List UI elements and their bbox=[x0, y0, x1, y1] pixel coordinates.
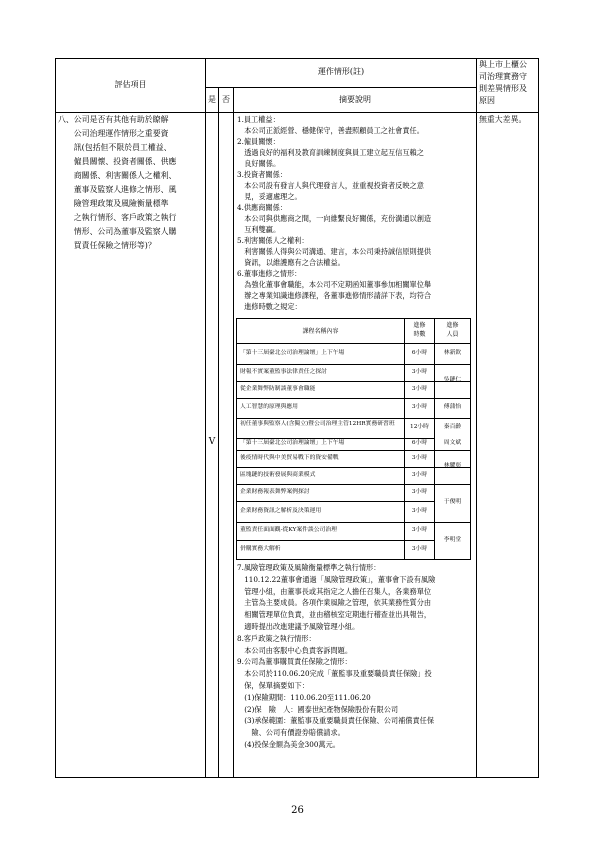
summary-line: 7.風險管理政策及風險衡量標準之執行情形： bbox=[237, 563, 381, 572]
training-hours: 3小時 bbox=[411, 404, 428, 410]
summary-line: 本公司設有發言人與代理發言人，並重視投資者反映之意 bbox=[237, 181, 424, 190]
summary-line: 透過良好的福利及教育訓練制度與員工建立起互信互賴之 bbox=[237, 148, 424, 157]
summary-line: 4.供應商關係： bbox=[237, 203, 287, 212]
training-person: 秦百齡 bbox=[443, 424, 462, 430]
training-course: 區塊鏈的技術發展與商業模式 bbox=[240, 471, 316, 478]
item-line: 公司治理運作情形之重要資 bbox=[58, 129, 169, 138]
training-row-divider bbox=[236, 398, 471, 399]
training-hours: 3小時 bbox=[411, 488, 428, 495]
training-hours: 3小時 bbox=[411, 471, 428, 478]
summary-line: 3.投資者關係： bbox=[237, 170, 287, 179]
training-row-divider bbox=[236, 522, 471, 523]
training-table-border bbox=[236, 318, 471, 319]
training-hours: 3小時 bbox=[411, 385, 428, 392]
training-row-divider bbox=[236, 364, 471, 365]
summary-line: 資訊，以維護應有之合法權益。 bbox=[237, 258, 345, 267]
training-person: 林耀彰 bbox=[443, 463, 462, 469]
summary-line: 110.12.22董事會通過「風險管理政策」，董事會下設有風險 bbox=[237, 574, 436, 584]
summary-line: (4)投保金額為美金300萬元。 bbox=[237, 740, 340, 749]
yes-column-header: 是 bbox=[208, 95, 216, 104]
summary-line: 適時提出改進建議予風險管理小組。 bbox=[237, 622, 360, 631]
summary-line: (1)保險期間：110.06.20至111.06.20 bbox=[237, 692, 371, 702]
summary-line: (3)承保範圍：董監事及重要職員責任保險、公司補償責任保 bbox=[237, 716, 435, 726]
summary-line: 利害關係人得與公司溝通、建言，本公司秉持誠信原則提供 bbox=[237, 247, 432, 256]
summary-line: 9.公司為董事購買責任保險之情形： bbox=[237, 657, 352, 667]
operation-subheader-divider bbox=[205, 87, 476, 88]
training-person: 于俊明 bbox=[443, 499, 462, 505]
training-hours: 6小時 bbox=[411, 440, 428, 446]
training-header-hours: 進修時數 bbox=[413, 322, 426, 338]
summary-column-header: 摘要說明 bbox=[339, 95, 371, 104]
training-header-people: 進修人員 bbox=[446, 322, 459, 338]
difference-header-line: 則差異情形及 bbox=[479, 84, 527, 93]
training-hours: 6小時 bbox=[411, 349, 428, 356]
column-divider-item bbox=[205, 58, 206, 778]
item-line: 訊(包括但不限於員工權益、 bbox=[58, 143, 172, 152]
column-divider-yes bbox=[218, 87, 219, 778]
operation-column-header: 運作情形(註) bbox=[317, 67, 365, 76]
summary-line: 5.利害關係人之權利： bbox=[237, 236, 309, 245]
training-row-divider bbox=[236, 418, 471, 419]
page-number: 26 bbox=[291, 805, 304, 816]
item-line: 商關係、利害關係人之權利、 bbox=[58, 171, 177, 180]
training-row-divider bbox=[236, 501, 435, 502]
summary-line: 相關管理單位負責，並由稽核室定期進行稽查並出具報告， bbox=[237, 610, 432, 620]
difference-header-line: 與上市上櫃公 bbox=[479, 60, 527, 69]
training-course: 企業財務報表舞弊案例探討 bbox=[240, 488, 310, 495]
summary-line: 本公司於110.06.20完成「董監事及重要職員責任保險」投 bbox=[237, 669, 432, 679]
summary-line: 6.董事進修之情形： bbox=[237, 269, 302, 278]
training-row-divider bbox=[236, 438, 435, 439]
summary-line: 1.員工權益： bbox=[237, 115, 280, 124]
summary-line: 保，保單摘要如下： bbox=[237, 681, 309, 690]
no-column-header: 否 bbox=[222, 95, 230, 104]
training-table-border bbox=[236, 318, 237, 560]
summary-line: 管理小組，由董事長或其指定之人擔任召集人，各業務單位 bbox=[237, 586, 432, 596]
training-row-divider bbox=[236, 540, 435, 541]
summary-line: (2)保 險 人：國泰世紀產物保險股份有限公司 bbox=[237, 704, 399, 714]
training-hours: 3小時 bbox=[411, 368, 428, 375]
column-divider-no bbox=[233, 87, 234, 778]
item-line: 情形、公司為董事及監察人購 bbox=[58, 227, 177, 236]
header-row-divider bbox=[55, 112, 539, 113]
summary-line: 2.僱員關懷： bbox=[237, 137, 280, 146]
table-border-left bbox=[55, 58, 56, 778]
training-course: 從企業舞弊防制談董事會職能 bbox=[240, 385, 316, 392]
training-person: 傅蒲怡 bbox=[443, 404, 462, 410]
training-hours: 3小時 bbox=[411, 507, 428, 514]
difference-header-line: 原因 bbox=[479, 96, 495, 105]
training-person: 吳鏈仁 bbox=[443, 377, 462, 383]
summary-line: 本公司正派經營、穩健保守，善盡照顧員工之社會責任。 bbox=[237, 126, 424, 135]
training-table-border bbox=[470, 318, 471, 560]
summary-line: 為強化董事會職能，本公司不定期函知董事參加相關單位舉 bbox=[237, 280, 432, 289]
training-course: 董監責任面面觀-從KY案件談公司治理 bbox=[240, 527, 337, 533]
training-table-border bbox=[236, 559, 471, 560]
summary-line: 本公司與供應商之間，一向維繫良好關係，充份溝通以創造 bbox=[237, 214, 432, 223]
training-course: 企業財務資訊之解析及決策運用 bbox=[240, 507, 322, 514]
column-divider-difference bbox=[476, 58, 477, 778]
training-person: 李明堂 bbox=[443, 536, 462, 543]
summary-line: 8.客戶政策之執行情形： bbox=[237, 633, 316, 643]
summary-line: 險、公司有價證券賠償請求。 bbox=[237, 728, 345, 738]
training-course: 初任董事與監察人(含獨立)暨公司治理主管12HR實務研習班 bbox=[240, 421, 395, 427]
item-line: 八、公司是否有其他有助於瞭解 bbox=[58, 115, 169, 124]
training-person: 周文斌 bbox=[443, 440, 462, 446]
item-line: 買責任保險之情形等)？ bbox=[58, 241, 156, 250]
training-header-course: 課程名稱內容 bbox=[302, 328, 339, 335]
summary-line: 見，妥適處理之。 bbox=[237, 192, 302, 201]
training-course: 「第十三屆臺北公司治理論壇」上下午場 bbox=[240, 349, 345, 356]
training-course: 人工智慧的原理與應用 bbox=[240, 404, 298, 410]
summary-line: 良好關係。 bbox=[237, 159, 281, 168]
training-person: 林新欽 bbox=[443, 349, 462, 356]
training-hours: 3小時 bbox=[411, 454, 428, 461]
training-hours: 3小時 bbox=[411, 527, 428, 533]
yes-check-mark: V bbox=[208, 437, 216, 447]
summary-line: 本公司由客服中心負責客訴問題。 bbox=[237, 645, 353, 655]
table-border-right bbox=[538, 58, 539, 778]
item-column-header: 評估項目 bbox=[114, 80, 147, 89]
summary-line: 互利雙贏。 bbox=[237, 225, 281, 234]
item-line: 之執行情形、客戶政策之執行 bbox=[58, 213, 177, 222]
difference-header-line: 司治理實務守 bbox=[479, 72, 527, 81]
item-line: 險管理政策及風險衡量標準 bbox=[58, 199, 169, 208]
summary-line: 進修時數之規定： bbox=[237, 302, 302, 311]
training-hours: 12小時 bbox=[410, 424, 429, 430]
training-row-divider bbox=[236, 450, 471, 451]
training-row-divider bbox=[236, 343, 471, 344]
training-course: 「第十三屆臺北公司治理論壇」上下午場 bbox=[240, 440, 345, 446]
difference-text: 無重大差異。 bbox=[479, 115, 527, 124]
training-course: 併購實務大解析 bbox=[240, 545, 281, 552]
summary-line: 辦之專業知識進修課程，各董事進修情形請詳下表，均符合 bbox=[237, 291, 432, 300]
training-course: 後疫情時代與中美貿易戰下的資安備戰 bbox=[240, 454, 339, 461]
summary-line: 主管為主要成員。各項作業風險之管理，依其業務性質分由 bbox=[237, 598, 432, 608]
table-border-top bbox=[55, 58, 539, 59]
table-border-bottom bbox=[55, 777, 539, 778]
training-course: 財報不實案董監事法律責任之探討 bbox=[240, 368, 327, 375]
item-line: 董事及監察人進修之情形、風 bbox=[58, 185, 177, 194]
training-row-divider bbox=[236, 484, 471, 485]
item-line: 僱員關懷、投資者關係、供應 bbox=[58, 157, 177, 166]
training-hours: 3小時 bbox=[411, 545, 428, 552]
